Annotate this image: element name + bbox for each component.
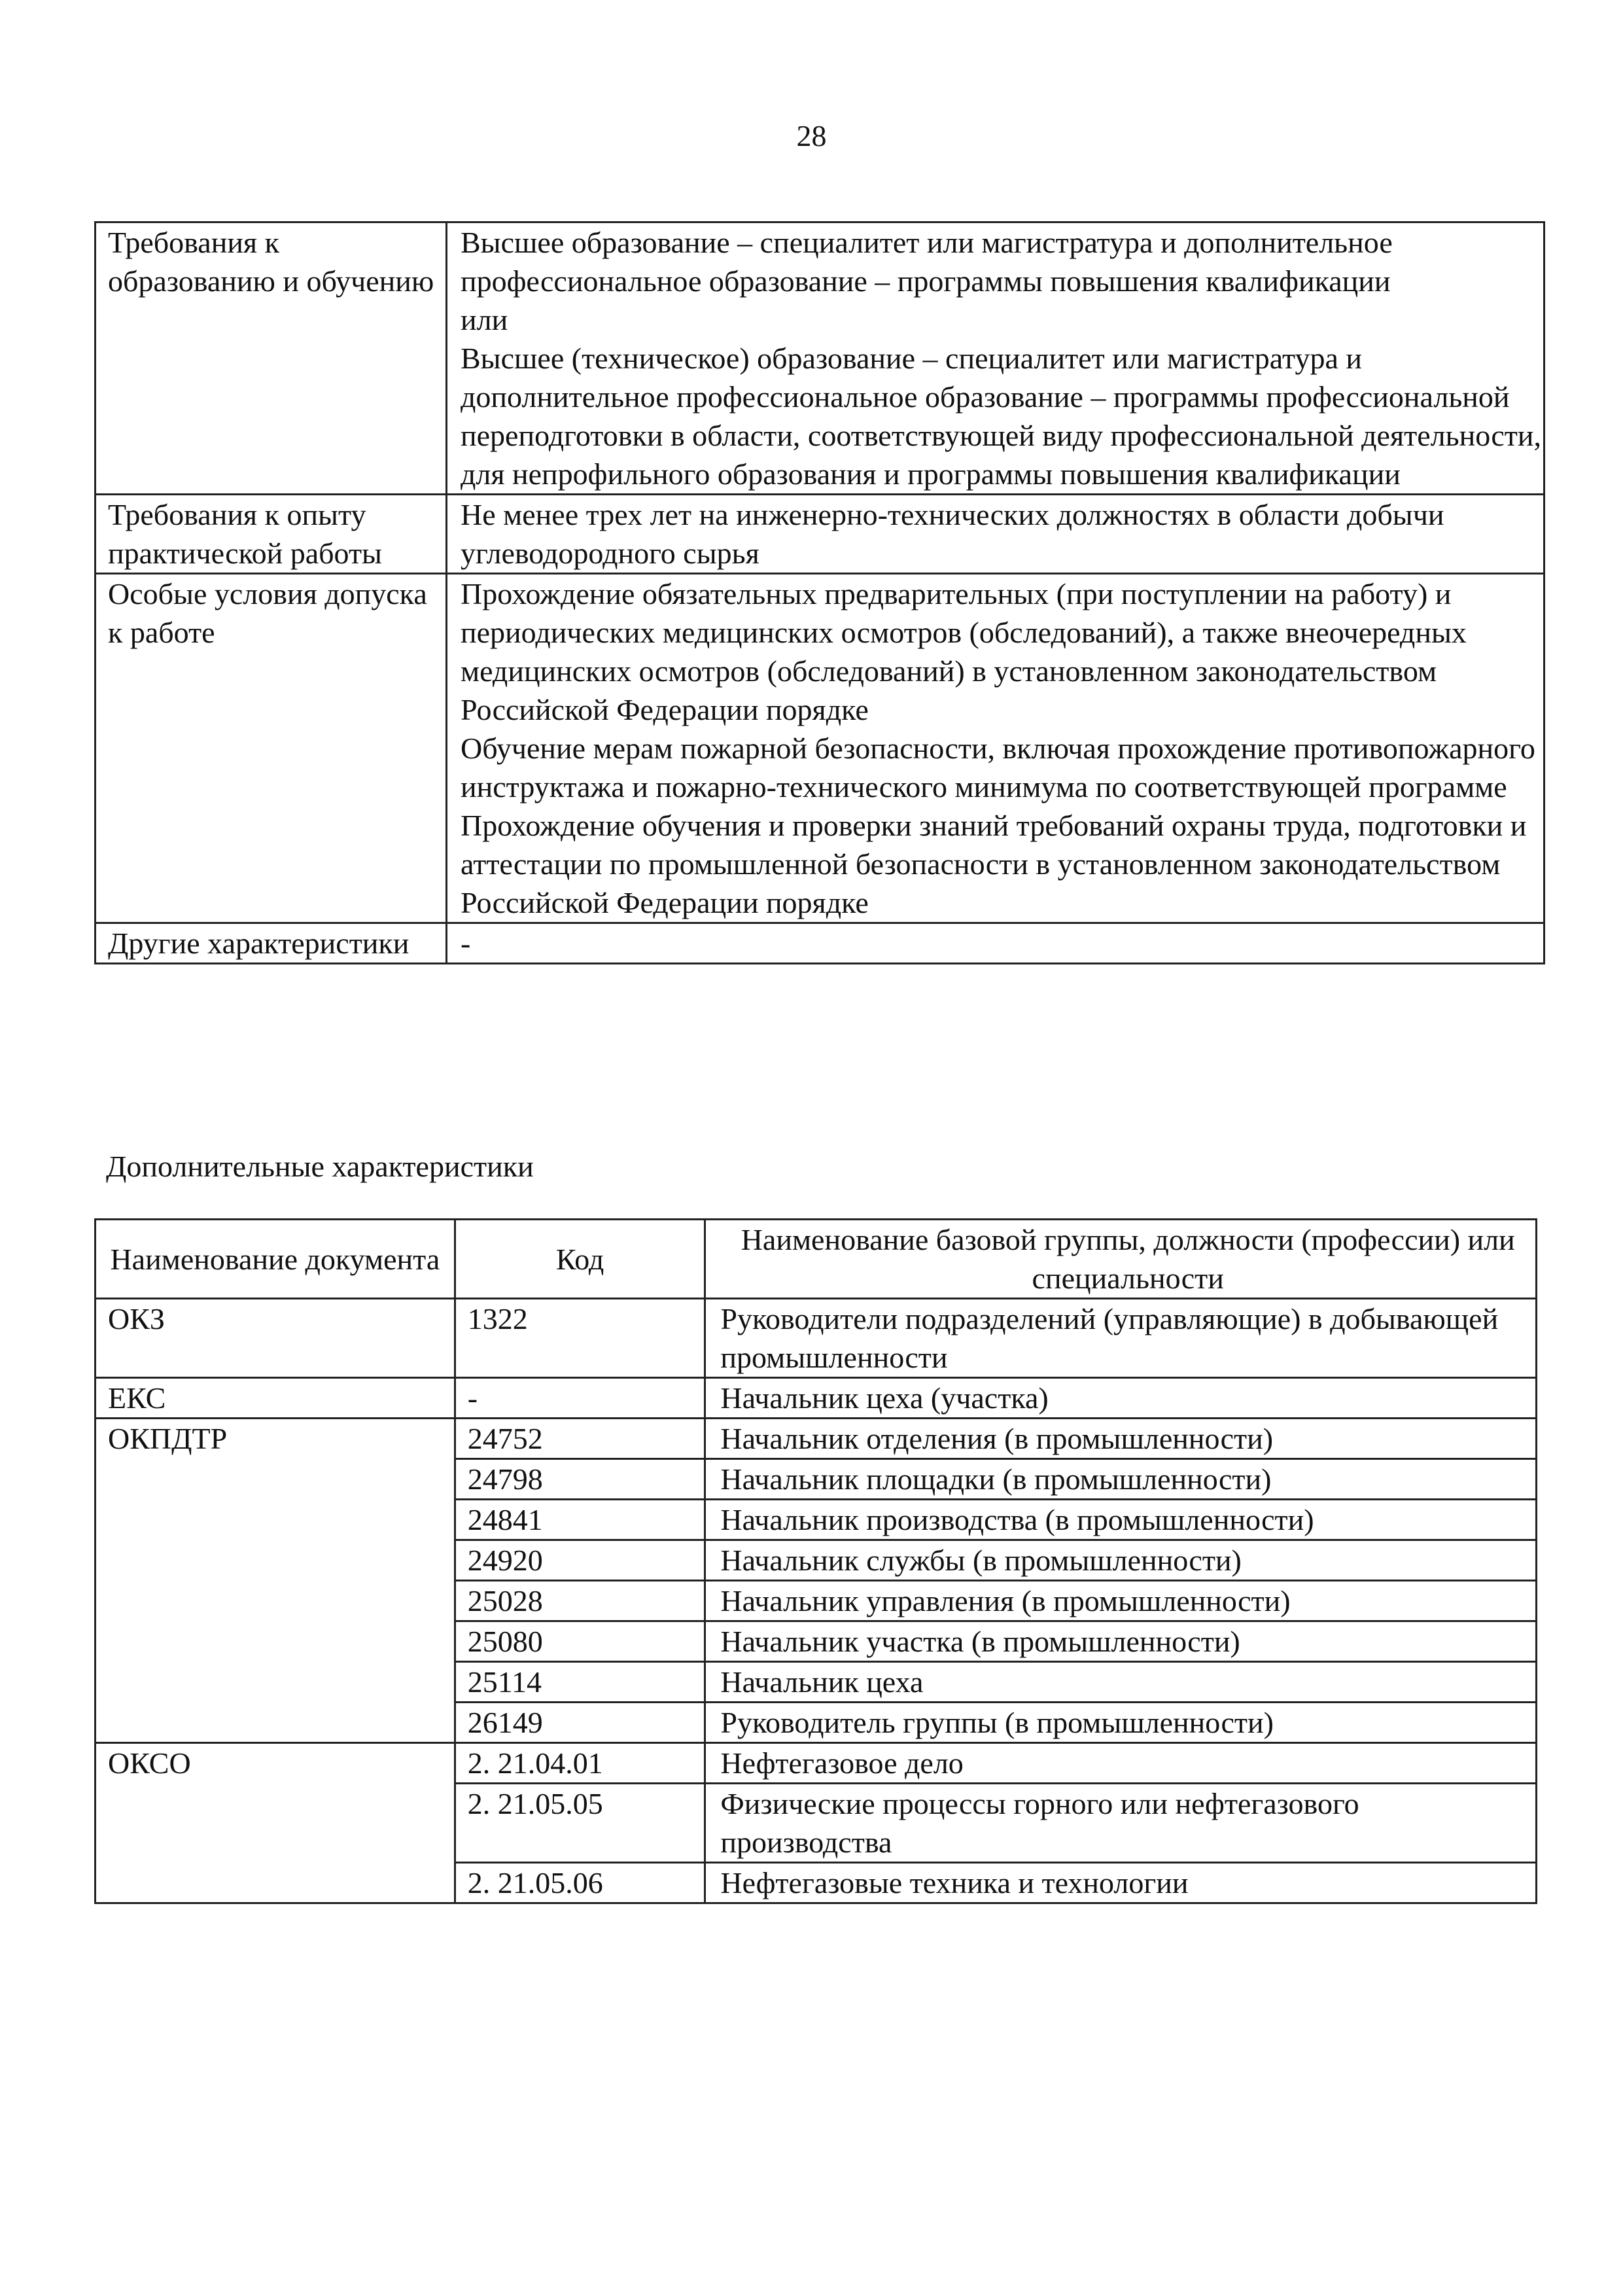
header-code: Код <box>455 1220 705 1299</box>
code-cell: 24752 <box>455 1419 705 1459</box>
name-cell: Начальник отделения (в промышленности) <box>705 1419 1537 1459</box>
name-cell: Начальник производства (в промышленности) <box>705 1500 1537 1540</box>
value-line: Обучение мерам пожарной безопасности, включая прохождение противопожарного инструктажа и пожарно-технического минимума по соответствующей программе <box>461 732 1535 804</box>
requirements-table <box>94 221 1545 964</box>
table-row <box>96 1743 1537 1784</box>
additional-characteristics-table <box>94 1218 1537 1904</box>
page-number: 28 <box>796 119 827 152</box>
table-row <box>96 495 1544 574</box>
value-line: Прохождение обучения и проверки знаний требований охраны труда, подготовки и аттестации по промышленной безопасности в установленном законодательством Российской Федерации порядке <box>461 809 1527 919</box>
name-cell: Начальник цеха <box>705 1662 1537 1703</box>
table-row <box>96 1299 1537 1378</box>
row-value <box>447 923 1544 964</box>
value-line: или <box>461 303 508 336</box>
table-row <box>96 222 1544 495</box>
row-value <box>447 222 1544 495</box>
code-cell: 25080 <box>455 1621 705 1662</box>
value-line: Не менее трех лет на инженерно-технических должностях в области добычи углеводородного сырья <box>461 498 1444 570</box>
name-cell: Руководители подразделений (управляющие) в добывающей промышленности <box>705 1299 1537 1378</box>
section-title: Дополнительные характеристики <box>106 1150 534 1183</box>
header-name: Наименование базовой группы, должности (профессии) или специальности <box>705 1220 1537 1299</box>
code-cell: 2. 21.05.06 <box>455 1863 705 1903</box>
name-cell: Начальник службы (в промышленности) <box>705 1540 1537 1581</box>
value-line: Прохождение обязательных предварительных (при поступлении на работу) и периодических медицинских осмотров (обследований), а также внеочередных медицинских осмотров (обследований) в установленном законодательством Российской Федерации порядке <box>461 577 1467 726</box>
doc-cell: ОКЗ <box>96 1299 455 1378</box>
code-cell: 2. 21.05.05 <box>455 1784 705 1863</box>
code-cell: 2. 21.04.01 <box>455 1743 705 1784</box>
code-cell: 24920 <box>455 1540 705 1581</box>
code-cell: 25028 <box>455 1581 705 1621</box>
table-row <box>96 574 1544 923</box>
row-label: Требования к образованию и обучению <box>96 222 447 495</box>
name-cell: Начальник управления (в промышленности) <box>705 1581 1537 1621</box>
value-line: - <box>461 927 471 960</box>
row-value <box>447 574 1544 923</box>
code-cell: 1322 <box>455 1299 705 1378</box>
name-cell: Начальник участка (в промышленности) <box>705 1621 1537 1662</box>
doc-cell: ЕКС <box>96 1378 455 1419</box>
table-row <box>96 1378 1537 1419</box>
name-cell: Начальник цеха (участка) <box>705 1378 1537 1419</box>
row-label: Требования к опыту практической работы <box>96 495 447 574</box>
name-cell: Физические процессы горного или нефтегазового производства <box>705 1784 1537 1863</box>
header-document: Наименование документа <box>96 1220 455 1299</box>
row-label: Другие характеристики <box>96 923 447 964</box>
row-value <box>447 495 1544 574</box>
value-line: Высшее образование – специалитет или магистратура и дополнительное профессиональное образование – программы повышения квалификации <box>461 226 1393 298</box>
code-cell: 26149 <box>455 1703 705 1743</box>
name-cell: Руководитель группы (в промышленности) <box>705 1703 1537 1743</box>
name-cell: Нефтегазовое дело <box>705 1743 1537 1784</box>
code-cell: 25114 <box>455 1662 705 1703</box>
code-cell: 24798 <box>455 1459 705 1500</box>
row-label: Особые условия допуска к работе <box>96 574 447 923</box>
doc-cell: ОКСО <box>96 1743 455 1903</box>
table-header-row <box>96 1220 1537 1299</box>
name-cell: Нефтегазовые техника и технологии <box>705 1863 1537 1903</box>
table-row <box>96 1419 1537 1459</box>
name-cell: Начальник площадки (в промышленности) <box>705 1459 1537 1500</box>
code-cell: - <box>455 1378 705 1419</box>
code-cell: 24841 <box>455 1500 705 1540</box>
table-row <box>96 923 1544 964</box>
doc-cell: ОКПДТР <box>96 1419 455 1743</box>
value-line: Высшее (техническое) образование – специалитет или магистратура и дополнительное профессиональное образование – программы профессиональной переподготовки в области, соответствующей виду профессиональной деятельности, для непрофильного образования и программы повышения квалификации <box>461 342 1541 491</box>
